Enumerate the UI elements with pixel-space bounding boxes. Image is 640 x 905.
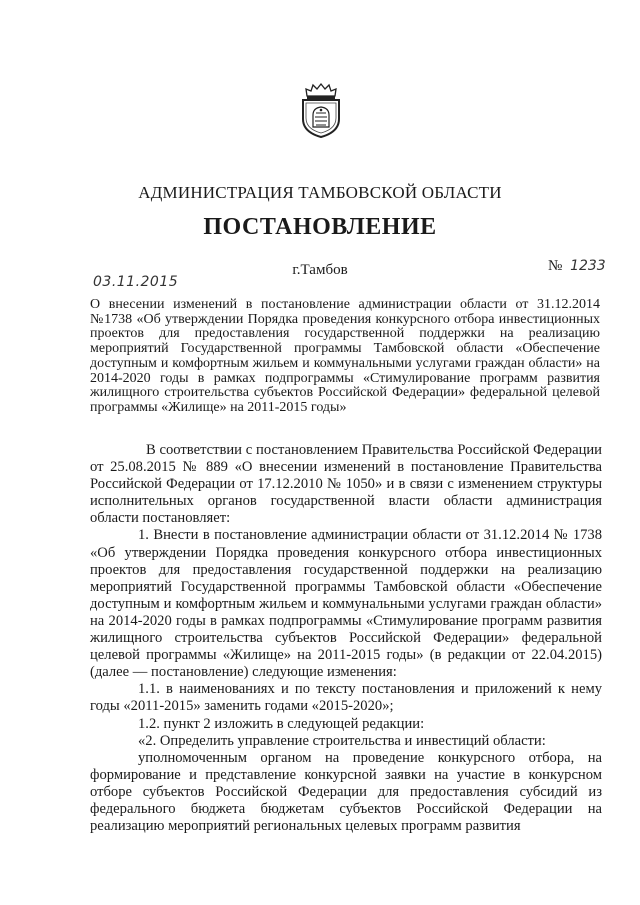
document-number (548, 258, 606, 275)
number-label: № (548, 258, 563, 274)
item-1-paragraph: 1. Внести в постановление администрации области от 31.12.2014 № 1738 «Об утверждении Порядка проведения конкурсного отбора инвестиционных проектов для предоставления государственной поддержки на реализацию мероприятий Государственной программы Тамбовской области «Обеспечение доступным и комфортным жильем и коммунальными услугами граждан области» на 2014-2020 годы в рамках подпрограммы «Стимулирование программ развития жилищного строительства субъектов Российской Федерации» федеральной целевой программы «Жилище» на 2011-2015 годы» (в редакции от 22.04.2015) (далее — постановление) следующие изменения: (90, 527, 602, 681)
document-date: 03.11.2015 (93, 274, 179, 290)
document-type-title: ПОСТАНОВЛЕНИЕ (203, 214, 437, 240)
issuing-authority: АДМИНИСТРАЦИЯ ТАМБОВСКОЙ ОБЛАСТИ (138, 183, 502, 202)
quoted-item-2-text: уполномоченным органом на проведение конкурсного отбора, на формирование и представление конкурсной заявки на участие в конкурсном отборе субъектов Российской Федерации для предоставления субсидий из федерального бюджета бюджетам субъектов Российской Федерации на реализацию мероприятий региональных целевых программ развития (90, 749, 602, 835)
item-1-2-paragraph: 1.2. пункт 2 изложить в следующей редакции: (138, 715, 425, 732)
item-1-1-paragraph: 1.1. в наименованиях и по тексту постановления и приложений к нему годы «2011-2015» заменить годами «2015-2020»; (90, 681, 602, 715)
document-subject: О внесении изменений в постановление администрации области от 31.12.2014 №1738 «Об утверждении Порядка проведения конкурсного отбора инвестиционных проектов для предоставления государственной поддержки на реализацию мероприятий Государственной программы Тамбовской области «Обеспечение доступным и комфортным жильем и коммунальными услугами граждан области» на 2014-2020 годы в рамках подпрограммы «Стимулирование программ развития жилищного строительства субъектов Российской Федерации» федеральной целевой программы «Жилище» на 2011-2015 годы» (90, 297, 600, 415)
preamble-paragraph: В соответствии с постановлением Правительства Российской Федерации от 25.08.2015 № 889 «О внесении изменений в постановление Правительства Российской Федерации от 17.12.2010 № 1050» и в связи с изменением структуры исполнительных органов государственной власти области администрация области постановляет: (90, 442, 602, 527)
document-body (90, 442, 602, 835)
city-name: г.Тамбов (292, 262, 348, 278)
number-value: 1233 (570, 258, 606, 274)
coat-of-arms-emblem (298, 81, 344, 139)
quoted-item-2-heading: «2. Определить управление строительства и инвестиций области: (138, 732, 546, 749)
